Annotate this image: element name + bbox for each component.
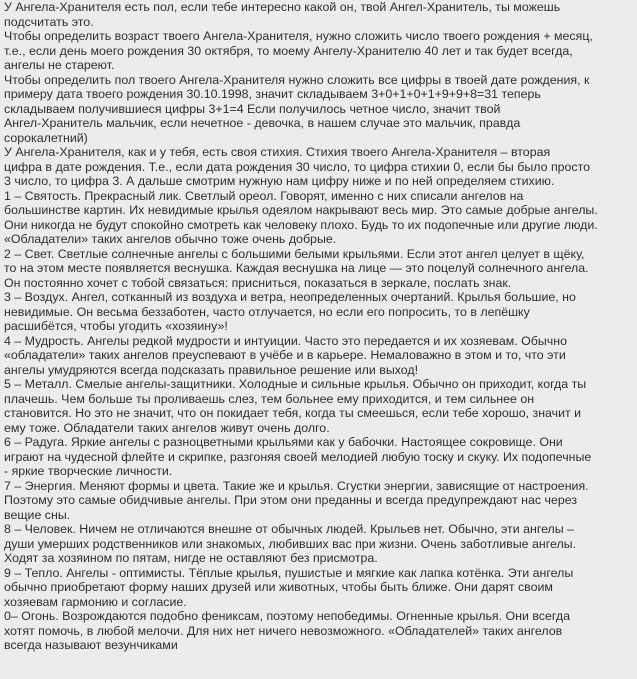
text-line: большинстве картин. Их невидимые крылья одеялом накрывают весь мир. Это самые добрые ангелы. <box>4 203 598 217</box>
text-line: 2 – Свет. Светлые солнечные ангелы с большими белыми крыльями. Если этот ангел целует в щёку, <box>4 246 585 261</box>
text-line: 6 – Радуга. Яркие ангелы с разноцветными крыльями как у бабочки. Настоящее сокровище. Они <box>4 435 563 449</box>
paragraph <box>4 29 631 73</box>
paragraph <box>4 334 631 378</box>
paragraph <box>4 189 631 247</box>
paragraph <box>4 609 631 653</box>
text-line: Чтобы определить возраст твоего Ангела-Хранителя, нужно сложить число твоего рождения + месяц, <box>4 29 593 43</box>
text-line: Он постоянно хочет с тобой связаться: присниться, показаться в зеркале, послать знак. <box>4 275 512 290</box>
text-line: ангелы не стареют. <box>4 58 115 72</box>
paragraph <box>4 247 631 291</box>
text-line: плачешь. Чем больше ты проливаешь слез, тем больнее ему приходится, и тем сильнее он <box>4 391 535 406</box>
paragraph <box>4 435 631 479</box>
paragraph <box>4 73 631 146</box>
text-line: 4 – Мудрость. Ангелы редкой мудрости и интуиции. Часто это передается и их хозяевам. Обычно <box>4 333 567 348</box>
text-line: т.е., если день моего рождения 30 октября, то моему Ангелу-Хранителю 40 лет и так будет всегда, <box>4 43 573 58</box>
text-line: невидимые. Он весьма беззаботен, часто отлучается, но если его попросить, то в лепёшку <box>4 304 530 319</box>
text-line: 9 – Тепло. Ангелы - оптимисты. Тёплые крылья, пушистые и мягкие как лапка котёнка. Эти ангелы <box>4 565 574 580</box>
text-line: 3 – Воздух. Ангел, сотканный из воздуха и ветра, неопределенных очертаний. Крылья большие, но <box>4 290 576 304</box>
text-line: - яркие творческие личности. <box>4 464 173 478</box>
text-line: Чтобы определить пол твоего Ангела-Хранителя нужно сложить все цифры в твоей дате рождения, к <box>4 72 590 87</box>
paragraph <box>4 377 631 435</box>
paragraph <box>4 145 631 189</box>
text-line: расшибётся, чтобы угодить «хозяину»! <box>4 319 228 333</box>
text-line: ему тоже. Обладатели таких ангелов живут очень долго. <box>4 420 330 435</box>
text-line: Они никогда не будут спокойно смотреть как человеку плохо. Будь то их подопечные или другие люди. <box>4 217 598 232</box>
text-line: «Обладатели» таких ангелов обычно тоже очень добрые. <box>4 232 337 246</box>
text-line: У Ангела-Хранителя есть пол, если тебе интересно какой он, твой Ангел-Хранитель, ты можешь <box>4 0 561 14</box>
text-line: то на этом месте появляется веснушка. Каждая веснушка на лице — это поцелуй солнечного ангела. <box>4 261 589 275</box>
text-line: «обладатели» таких ангелов преуспевают в учёбе и в карьере. Немаловажно в этом и то, что эти <box>4 348 566 362</box>
paragraph <box>4 0 631 29</box>
text-line: становится. Но это не значит, что он покидает тебя, когда ты смеешься, если тебе хорошо, значит и <box>4 406 582 420</box>
text-line: 8 – Человек. Ничем не отличаются внешне от обычных людей. Крыльев нет. Обычно, эти ангелы – <box>4 522 575 536</box>
paragraph <box>4 290 631 334</box>
text-line: 3 число, то цифра 3. А дальше смотрим нужную нам цифру ниже и по ней определяем стихию. <box>4 174 555 188</box>
text-line: играют на чудесной флейте и скрипке, разгоняя своей мелодией любую тоску и скуку. Их подопечные <box>4 449 592 464</box>
text-line: души умерших родственников или знакомых, любивших вас при жизни. Очень заботливые ангелы. <box>4 536 577 551</box>
paragraph <box>4 479 631 523</box>
text-line: У Ангела-Хранителя, как и у тебя, есть своя стихия. Стихия твоего Ангела-Хранителя – вторая <box>4 145 551 159</box>
paragraph <box>4 566 631 610</box>
text-line: ангелы умудряются всегда подсказать правильное решение или выход! <box>4 362 419 377</box>
text-line: обычно приобретают форму наших друзей или животных, чтобы быть ближе. Они дарят своим <box>4 580 553 594</box>
text-line: подсчитать это. <box>4 14 94 29</box>
text-line: 0– Огонь. Возрождаются подобно фениксам, поэтому непобедимы. Огненные крылья. Они всегда <box>4 609 570 623</box>
text-line: 7 – Энергия. Меняют формы и цвета. Такие же и крылья. Сгустки энергии, зависящие от настроения. <box>4 478 589 493</box>
text-line: сорокалетний) <box>4 130 88 145</box>
paragraph <box>4 522 631 566</box>
text-line: Ангел-Хранитель мальчик, если нечетное - девочка, в нашем случае это мальчик, правда <box>4 116 521 130</box>
text-line: 1 – Святость. Прекрасный лик. Светлый ореол. Говорят, именно с них списали ангелов на <box>4 188 524 203</box>
text-line: всегда называют везунчиками <box>4 638 178 652</box>
text-line: цифра в дате рождения. Т.е., если дата рождения 30 число, то цифра стихии 0, если бы было просто <box>4 159 591 174</box>
text-line: складываем получившиеся цифры 3+1=4 Если получилось четное число, значит твой <box>4 101 501 116</box>
text-line: 5 – Металл. Смелые ангелы-защитники. Холодные и сильные крылья. Обычно он приходит, когда ты <box>4 377 587 391</box>
text-line: хозяевам гармонию и согласие. <box>4 594 187 609</box>
text-line: Поэтому это самые обидчивые ангелы. При этом они преданны и всегда предупреждают нас через <box>4 493 578 507</box>
text-line: хотят помочь, в любой мелочи. Для них нет ничего невозможного. «Обладателей» таких ангелов <box>4 623 563 638</box>
text-line: Ходят за хозяином по пятам, нигде не оставляют без присмотра. <box>4 551 378 565</box>
text-line: примеру дата твоего рождения 30.10.1998, значит складываем 3+0+1+0+1+9+9+8=31 теперь <box>4 87 541 101</box>
text-line: вещие сны. <box>4 507 71 522</box>
